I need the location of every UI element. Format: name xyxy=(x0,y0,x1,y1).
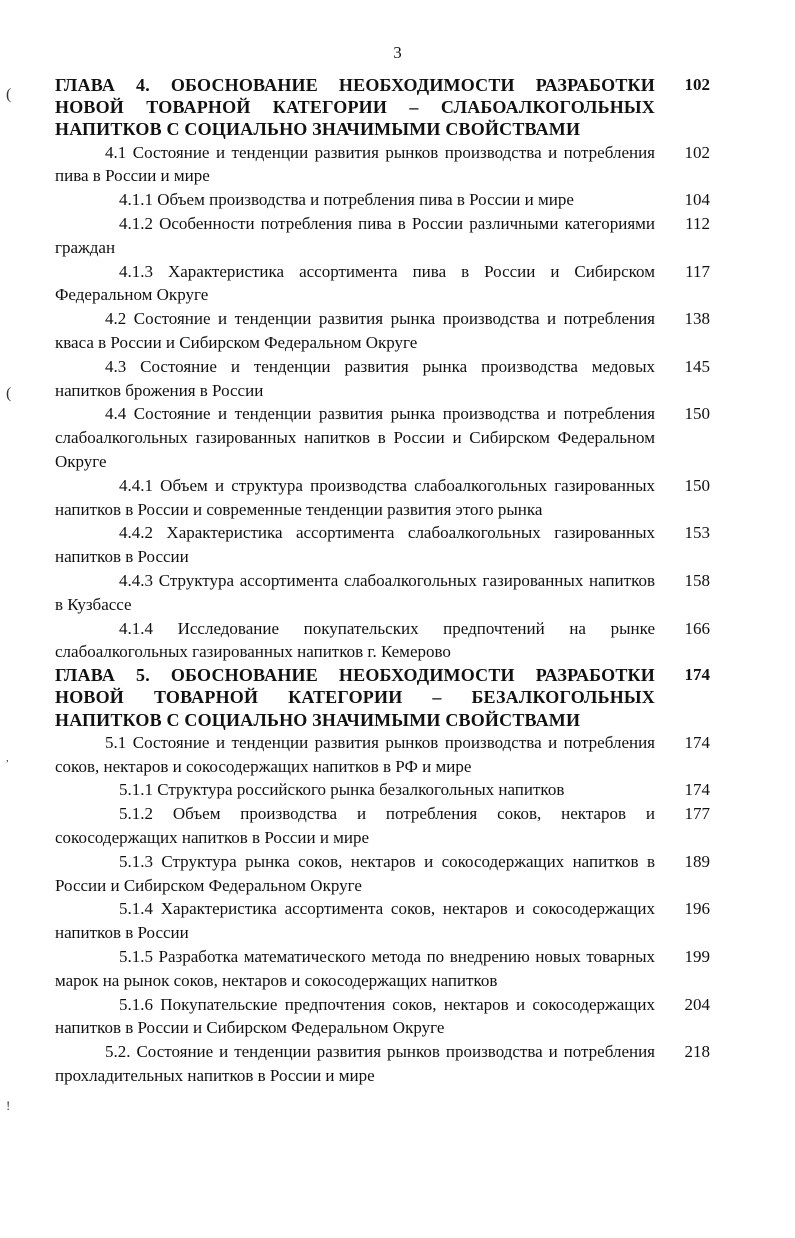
toc-entry-title: 5.1.4 Характеристика ассортимента соков, нектаров и сокосодержащих напитков в России xyxy=(55,899,655,943)
scan-mark: ( xyxy=(6,385,12,402)
toc-entry-page: 204 xyxy=(684,994,710,1014)
toc-entry-title: 4.1.4 Исследование покупательских предпочтений на рынке слабоалкогольных газированных напитков г. Кемерово xyxy=(55,618,655,662)
toc-entry-page: 153 xyxy=(684,523,710,543)
toc-entry xyxy=(55,778,710,802)
toc-entry xyxy=(55,474,710,522)
toc-entry xyxy=(55,141,710,189)
scan-mark: ( xyxy=(6,86,12,103)
toc-chapter-entry xyxy=(55,664,710,731)
toc-entry xyxy=(55,307,710,355)
toc-entry-title: 5.1.1 Структура российского рынка безалкогольных напитков xyxy=(119,780,565,800)
toc-entry xyxy=(55,188,710,212)
toc-entry xyxy=(55,355,710,403)
toc-chapter-entry xyxy=(55,74,710,141)
toc-entry-page: 189 xyxy=(684,851,710,871)
toc-entry-page: 117 xyxy=(685,261,710,281)
toc-entry-page: 177 xyxy=(684,804,710,824)
toc-entry-title: 5.1.2 Объем производства и потребления соков, нектаров и сокосодержащих напитков в России и мире xyxy=(55,804,655,847)
page-number: 3 xyxy=(393,43,402,62)
toc-entry xyxy=(55,402,710,473)
toc-entry-page: 150 xyxy=(684,404,710,424)
table-of-contents xyxy=(55,74,710,1088)
toc-entry xyxy=(55,260,710,308)
toc-entry-title: 4.4.3 Структура ассортимента слабоалкогольных газированных напитков в Кузбассе xyxy=(55,570,655,614)
toc-entry-title: 5.2. Состояние и тенденции развития рынков производства и потребления прохладительных напитков в России и мире xyxy=(55,1042,655,1085)
toc-entry-title: 4.4.2 Характеристика ассортимента слабоалкогольных газированных напитков в России xyxy=(55,523,655,567)
toc-entry-page: 174 xyxy=(684,780,710,800)
toc-entry-title: 5.1 Состояние и тенденции развития рынков производства и потребления соков, нектаров и сокосодержащих напитков в РФ и мире xyxy=(55,732,655,776)
toc-entry-title: 5.1.5 Разработка математического метода по внедрению новых товарных марок на рынок соков, нектаров и сокосодержащих напитков xyxy=(55,946,655,990)
toc-entry xyxy=(55,897,710,945)
scan-mark: ! xyxy=(6,1098,11,1113)
toc-entry-page: 196 xyxy=(684,899,710,919)
toc-entry-page: 102 xyxy=(684,142,710,162)
toc-entry xyxy=(55,212,710,260)
toc-entry xyxy=(55,521,710,569)
toc-entry-title: 4.2 Состояние и тенденции развития рынка производства и потребления кваса в России и Сибирском Федеральном Округе xyxy=(55,309,655,352)
toc-entry xyxy=(55,850,710,898)
toc-entry xyxy=(55,617,710,665)
toc-entry-title: 4.4.1 Объем и структура производства слабоалкогольных газированных напитков в России и современные тенденции развития этого рынка xyxy=(55,475,655,519)
toc-entry-title: ГЛАВА 5. ОБОСНОВАНИЕ НЕОБХОДИМОСТИ РАЗРАБОТКИ НОВОЙ ТОВАРНОЙ КАТЕГОРИИ – БЕЗАЛКОГОЛЬНЫХ НАПИТКОВ С СОЦИАЛЬНО ЗНАЧИМЫМИ СВОЙСТВАМИ xyxy=(55,665,655,730)
toc-entry-title: 4.1.3 Характеристика ассортимента пива в России и Сибирском Федеральном Округе xyxy=(55,261,655,305)
toc-entry-title: 4.1.2 Особенности потребления пива в России различными категориями граждан xyxy=(55,214,655,257)
toc-entry-title: 4.1 Состояние и тенденции развития рынков производства и потребления пива в России и мире xyxy=(55,142,655,186)
toc-entry-title: ГЛАВА 4. ОБОСНОВАНИЕ НЕОБХОДИМОСТИ РАЗРАБОТКИ НОВОЙ ТОВАРНОЙ КАТЕГОРИИ – СЛАБОАЛКОГОЛЬНЫХ НАПИТКОВ С СОЦИАЛЬНО ЗНАЧИМЫМИ СВОЙСТВАМИ xyxy=(55,75,655,140)
toc-entry-page: 199 xyxy=(684,946,710,966)
scan-mark: , xyxy=(6,752,9,764)
toc-entry-page: 150 xyxy=(684,475,710,495)
toc-entry xyxy=(55,993,710,1041)
toc-entry xyxy=(55,802,710,850)
toc-entry-page: 218 xyxy=(684,1042,710,1062)
toc-entry-page: 102 xyxy=(684,75,710,94)
toc-entry xyxy=(55,1040,710,1088)
toc-entry-page: 158 xyxy=(684,570,710,590)
toc-entry-title: 4.4 Состояние и тенденции развития рынка производства и потребления слабоалкогольных газированных напитков в России и Сибирском Федеральном Округе xyxy=(55,404,655,471)
toc-entry-title: 4.3 Состояние и тенденции развития рынка производства медовых напитков брожения в России xyxy=(55,356,655,400)
toc-entry-title: 4.1.1 Объем производства и потребления пива в России и мире xyxy=(119,190,574,210)
toc-entry-page: 166 xyxy=(684,618,710,638)
toc-entry-page: 145 xyxy=(684,356,710,376)
toc-entry-page: 174 xyxy=(684,665,710,685)
toc-entry-page: 104 xyxy=(684,190,710,210)
toc-entry xyxy=(55,569,710,617)
toc-entry xyxy=(55,945,710,993)
toc-entry-title: 5.1.3 Структура рынка соков, нектаров и сокосодержащих напитков в России и Сибирском Федеральном Округе xyxy=(55,851,655,895)
toc-entry-page: 112 xyxy=(685,214,710,233)
toc-entry xyxy=(55,731,710,779)
toc-entry-title: 5.1.6 Покупательские предпочтения соков, нектаров и сокосодержащих напитков в России и Сибирском Федеральном Округе xyxy=(55,994,655,1038)
toc-entry-page: 174 xyxy=(684,732,710,752)
toc-entry-page: 138 xyxy=(684,309,710,329)
